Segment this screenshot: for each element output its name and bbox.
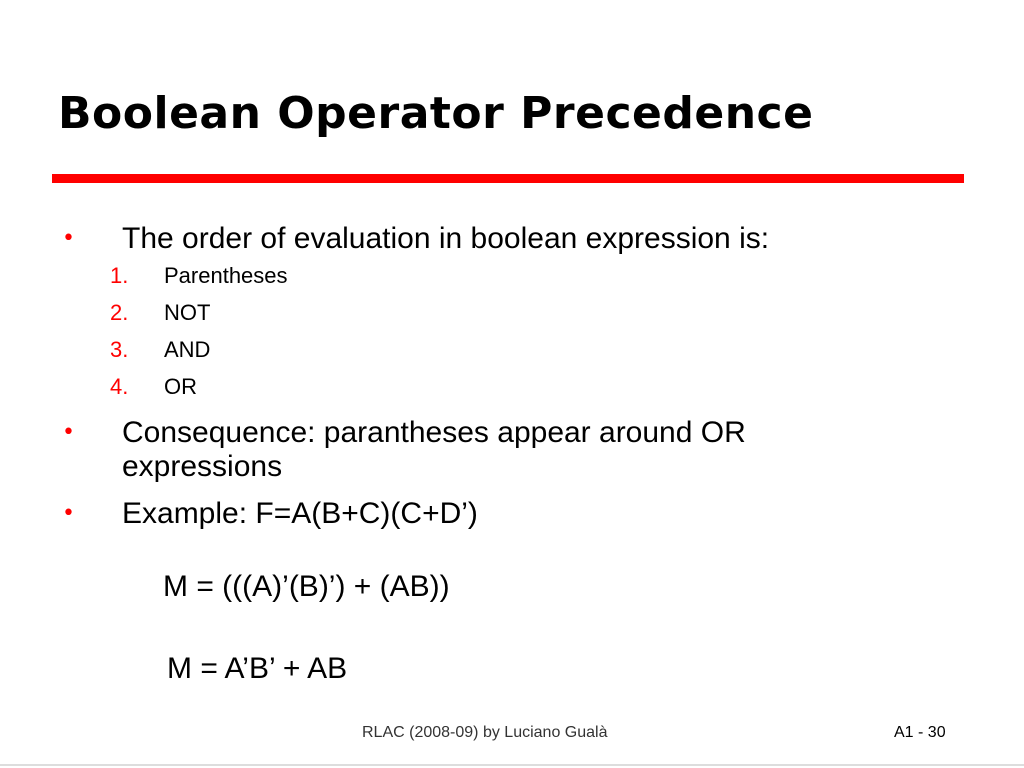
title-underline xyxy=(52,174,964,183)
bullet-marker: • xyxy=(62,420,75,445)
list-text: AND xyxy=(164,337,211,362)
list-number: 3. xyxy=(110,337,129,362)
slide-title: Boolean Operator Precedence xyxy=(58,88,814,139)
bullet-marker: • xyxy=(62,226,75,251)
footer-credit: RLAC (2008-09) by Luciano Gualà xyxy=(362,724,608,741)
page-number xyxy=(894,724,946,742)
footer-divider xyxy=(0,764,1024,766)
page-prefix: A1 - xyxy=(894,724,924,741)
list-text: OR xyxy=(164,374,197,399)
bullet-text: The order of evaluation in boolean expression is: xyxy=(122,222,770,255)
bullet-text: Example: F=A(B+C)(C+D’) xyxy=(122,497,478,530)
equation: M = A’B’ + AB xyxy=(167,652,348,685)
list-text: NOT xyxy=(164,300,211,325)
equation: M = (((A)’(B)’) + (AB)) xyxy=(163,570,450,603)
bullet-text: expressions xyxy=(122,450,283,483)
list-number: 2. xyxy=(110,300,129,325)
bullet-text: Consequence: parantheses appear around OR xyxy=(122,416,746,449)
bullet-marker: • xyxy=(62,501,75,526)
page-number-value: 30 xyxy=(927,724,946,741)
list-number: 4. xyxy=(110,374,129,399)
list-text: Parentheses xyxy=(164,263,288,288)
list-number: 1. xyxy=(110,263,129,288)
